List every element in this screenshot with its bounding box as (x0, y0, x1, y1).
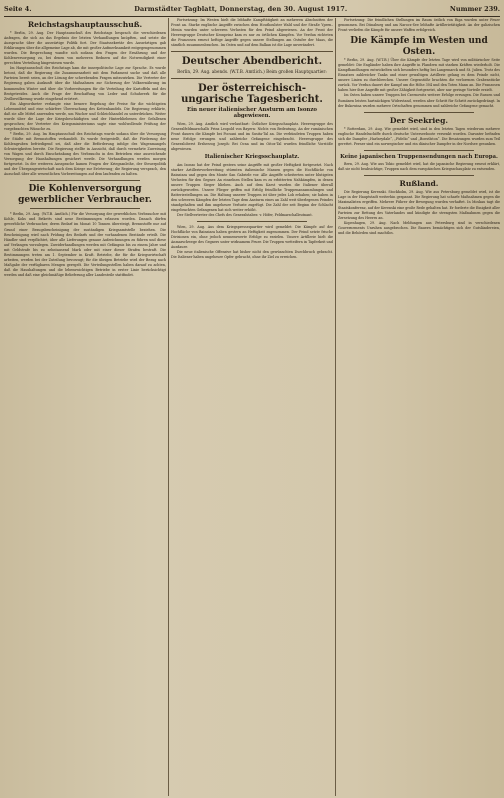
article-paragraph: * Rotterdam, 29. Aug. Wie gemeldet wird, sind in den letzten Tagen wiederum mehrere englische Handelsschiffe durch deutsche Unterseeboote versenkt worden. Darunter befinden sich die Dampfer „Harlseydale“, „Fidelio“ und „Bonvilston“. Die Besatzungen wurden zum Teil gerettet. Ferner sind ein norwegischer und ein dänischer Dampfer in der Nordsee gesunken. (338, 126, 500, 146)
article-paragraph: Die Regierung Kerenski. Stockholm, 29. Aug. Wie aus Petersburg gemeldet wird, ist die Lage in der Hauptstadt weiterhin gespannt. Die Regierung hat scharfe Maßnahmen gegen die Maximalisten ergriffen. Mehrere Führer der Bewegung wurden verhaftet. In Moskau tagt die Staatskonferenz, auf der Kerenski eine große Rede gehalten hat. Er forderte die Einigkeit aller Parteien zur Rettung des Vaterlandes und kündigte die strengsten Maßnahmen gegen die Zersetzung des Heeres an. (338, 190, 500, 220)
article-paragraph: * Berlin, 29. Aug. (W.T.B.) Über die Kämpfe der letzten Tage wird von militärischer Seite gemeldet: Die Engländer haben ihre Angriffe in Flandern mit starken Kräften wiederholt. Die Kampfhandlungen entwickelten sich besonders heftig bei Langemarck und St. Julien. Trotz des Einsatzes zahlreicher Tanks und einer gewaltigen Artillerie gelang es dem Feinde nicht, unsere Linien zu durchbrechen. Unsere Gegenstöße brachten die verlorenen Grabenstücke zurück. Vor Verdun dauert der Kampf um die Höhe 304 und den Toten Mann an. Die Franzosen haben hier ihre Angriffe mit großer Zähigkeit fortgesetzt, aber nur geringe Vorteile erzielt. (338, 58, 500, 93)
article-paragraph: Im Osten haben unsere Truppen bei Czernowitz weitere Erfolge errungen. Die Russen und Rumänen leisten hartnäckigen Widerstand, werden aber Schritt für Schritt zurückgedrängt. In der Bukowina wurden mehrere Ortschaften genommen und zahlreiche Gefangene gemacht. (338, 93, 500, 108)
column-1 (4, 18, 166, 796)
issue-number: Nummer 239. (449, 5, 500, 13)
separator (30, 208, 140, 209)
article-paragraph: Wien, 29. Aug. Amtlich wird verlautbart: Östlicher Kriegsschauplatz. Heeresgruppe des Generalfeldmarschalls Prinz Leopold von Bayern: Nichts von Bedeutung. An der rumänischen Front dauern die Kämpfe bei Focsani und im Susita-Tal an. Die verbündeten Truppen haben neue Erfolge errungen und zahlreiche Gefangene eingebracht. Heeresgruppe des Generaloberst Erzherzog Joseph: Bei Ocna und im Oitoz-Tal wurden feindliche Vorstöße abgewiesen. (171, 121, 333, 152)
separator (30, 180, 140, 181)
section-heading: Italienischer Kriegsschauplatz. (204, 154, 300, 161)
article-paragraph: Fortsetzung: Die feindlichen Stellungen im Raum östlich von Riga wurden unter Feuer genommen. Bei Dünaburg und am Narocz-See lebhafte Artillerietätigkeit. An der galizischen Front verliefen die Kämpfe für unsere Waffen erfolgreich. (338, 18, 500, 33)
column-3 (338, 18, 500, 796)
separator (171, 78, 333, 79)
article-subheading: Keine japanischen Truppensendungen nach Europa. (340, 153, 498, 160)
separator (197, 221, 307, 222)
article-heading: Deutscher Abendbericht. (181, 56, 323, 68)
article-paragraph: Bern, 29. Aug. Wie aus Tokio gemeldet wird, hat die japanische Regierung erneut erklärt, daß sie nicht beabsichtige, Truppen nach dem europäischen Kriegsschauplatz zu entsenden. (338, 162, 500, 172)
article-paragraph: * Berlin, 29. Aug. Im Hauptausschuß des Reichstags wurde sodann über die Versorgung der Städte mit Brennstoffen verhandelt. Es wurde festgestellt, daß die Förderung der Kohlengruben befriedigend sei, daß aber die Beförderung infolge des Wagenmangels Schwierigkeiten bereite. Die Regierung stellte in Aussicht, daß durch vermehrte Zuweisung von Wagen und durch Einschränkung des Verbrauchs in den Betrieben eine ausreichende Versorgung der Haushaltungen gesichert werde. Die Verhandlungen werden morgen fortgesetzt. In der weiteren Aussprache kamen Fragen der Kriegsanleihe, der Steuerpolitik und der Übergangswirtschaft nach dem Kriege zur Erörterung; die Regierung versprach, den Ausschuß über alle wesentlichen Vorbereitungen auf dem laufenden zu halten. (4, 131, 166, 177)
separator (171, 51, 333, 52)
separator (364, 175, 474, 176)
article-paragraph: Der Stellvertreter des Chefs des Generalstabes: v. Höfer, Feldmarschalleutnant. (177, 213, 313, 218)
article-heading: Die Kohlenversorgung gewerblicher Verbraucher. (18, 184, 152, 205)
article-paragraph: Ein Abgeordneter verlangte eine bessere Regelung der Preise für die wichtigsten Lebensmittel und eine schärfere Überwachung des Kettenhandels. Die Regierung erklärte, daß sie alle Mittel anwenden werde, um Wucher und Schleichhandel zu unterdrücken. Weiter wurde über die Lage der Kriegsbeschädigten und der Hinterbliebenen der Gefallenen gesprochen; der Vertreter des Kriegsministeriums sagte eine wohlwollende Prüfung der vorgebrachten Wünsche zu. (4, 101, 166, 131)
separator (364, 150, 474, 151)
page-header (4, 2, 500, 17)
article-paragraph: Am Isonzo hat der Feind gestern seine Angriffe mit großer Heftigkeit fortgesetzt. Nach starker Artillerievorbereitung stürmten italienische Massen gegen die Hochfläche von Bainsizza und gegen den Monte San Gabriele vor. Alle Angriffe scheiterten unter blutigsten Verlusten für den Gegner. An einzelnen Stellen kam es zu erbitterten Nahkämpfen, in denen unsere Truppen Sieger blieben. Auch auf dem Karst wurden die Italiener überall zurückgeworfen. Unsere Flieger griffen mit Erfolg feindliche Truppenansammlungen und Batteriestellungen an. Die Haltung unserer Truppen ist über jedes Lob erhaben; sie haben in den schweren Kämpfen der letzten Tage dem Ansturm eines an Zahl weit überlegenen Feindes standgehalten und ihm ungeheure Verluste zugefügt. Die Zahl der seit Beginn der Schlacht eingebrachten Gefangenen hat sich weiter erhöht. (171, 162, 333, 212)
article-heading: Rußland. (399, 179, 439, 189)
article-paragraph: * Berlin, 29. Aug. Der Hauptausschuß des Reichstags besprach die verschiedenen Anfragen, die sich an das Ergebnis der letzten Verhandlungen knüpften, und setzte die Aussprache über die auswärtige Politik fort. Der Staatssekretär des Auswärtigen gab Erklärungen über die allgemeine Lage ab, die mit großer Aufmerksamkeit entgegengenommen wurden. Die Besprechung wandte sich sodann den Fragen der Ernährung und der Kohlenversorgung zu, bei denen von mehreren Rednern auf die Notwendigkeit einer gerechten Verteilung hingewiesen wurde. (4, 31, 166, 66)
column-divider (335, 18, 336, 796)
separator (364, 112, 474, 113)
article-paragraph: Kopenhagen, 29. Aug. Nach Meldungen aus Petersburg sind in verschiedenen Gouvernements Unruhen ausgebrochen. Die Bauern bemächtigen sich der Gutsländereien, und die Behörden sind machtlos. (338, 220, 500, 235)
page-number: Seite 4. (4, 5, 32, 13)
newspaper-title: Darmstädter Tagblatt, Donnerstag, den 30. August 1917. (134, 5, 348, 13)
article-paragraph: Wien, 29. Aug. Aus dem Kriegspressequartier wird gemeldet: Die Kämpfe auf der Hochfläche von Bainsizza haben gestern an Heftigkeit zugenommen. Der Feind setzte frische Divisionen ein, ohne jedoch nennenswerte Erfolge zu erzielen. Unsere Artillerie hielt die Anmarschwege des Gegners unter wirksamem Feuer. Die Truppen wetteifern in Tapferkeit und Ausdauer. (171, 225, 333, 250)
column-2 (171, 18, 333, 796)
dateline: Berlin, 29. Aug. abends. (W.T.B. Amtlich.) Beim großen Hauptquartier: (177, 69, 327, 75)
article-paragraph: * Berlin, 29. Aug. (W.T.B. Amtlich.) Für die Versorgung der gewerblichen Verbraucher mit Kohle, Koks und Briketts sind neue Bestimmungen erlassen worden. Danach dürfen gewerbliche Verbraucher, deren Bedarf im Monat 10 Tonnen übersteigt, Brennstoffe nur auf Grund einer Bezugsbescheinigung der zuständigen Kriegsamtstelle beziehen. Die Bescheinigung wird nach Prüfung des Bedarfs und der vorhandenen Bestände erteilt. Die Händler sind verpflichtet, über alle Lieferungen genaue Aufzeichnungen zu führen und diese auf Verlangen vorzulegen. Zuwiderhandlungen werden mit Gefängnis bis zu einem Jahre und mit Geldstrafe bis zu zehntausend Mark oder mit einer dieser Strafen bestraft. Die Bestimmungen treten am 1. September in Kraft. Betriebe, die für die Kriegswirtschaft arbeiten, werden bei der Zuteilung bevorzugt; für die übrigen Betriebe wird der Bezug nach Maßgabe der verfügbaren Mengen geregelt. Die Verteilungsstellen haben darauf zu achten, daß die Haushaltungen und die lebenswichtigen Betriebe in erster Linie berücksichtigt werden und daß eine gleichmäßige Belieferung aller Landesteile stattfindet. (4, 212, 166, 277)
article-heading: Die Kämpfe im Westen und Osten. (350, 36, 488, 57)
article-paragraph: Fortsetzung: Im Westen hielt die lebhafte Kampftätigkeit an mehreren Abschnitten der Front an. Starke englische Angriffe zwischen dem Houthoulster Wald und der Straße Ypern–Menin wurden unter schweren Verlusten für den Feind abgewiesen. An der Front der Heeresgruppe Deutscher Kronprinz kam es nur zu örtlichen Kämpfen. Vor Verdun richteten die Franzosen erneut heftige Angriffe gegen unsere Stellungen am Ostufer der Maas, die sämtlich zusammenbrachen. Im Osten und auf dem Balkan ist die Lage unverändert. (171, 18, 333, 48)
column-divider (168, 18, 169, 796)
article-paragraph: Im Hauptausschuß des Reichstags kam die innerpolitische Lage zur Sprache. Es wurde betont, daß die Regierung die Zusammenarbeit mit dem Parlament suche und daß alle Parteien bereit seien, an der Lösung der schwebenden Fragen mitzuwirken. Die Vertreter der Regierung gaben Auskunft über die Maßnahmen zur Sicherung der Volksernährung im kommenden Winter und über die Vorbereitungen für die Verteilung der Kartoffeln und des Brotgetreides. Auch die Frage der Beschaffung von Leder und Schuhwerk für die Zivilbevölkerung wurde eingehend erörtert. (4, 66, 166, 101)
article-heading: Reichstagshauptausschuß. (27, 20, 143, 29)
article-subheading: Ein neuer italienischer Ansturm am Isonzo abgewiesen. (186, 106, 318, 120)
article-heading: Der Seekrieg. (389, 115, 449, 125)
article-paragraph: Die neue italienische Offensive hat bisher nicht den gewünschten Durchbruch gebracht. Die Italiener haben ungeheure Opfer gebracht, ohne ihr Ziel zu erreichen. (171, 250, 333, 260)
article-heading: Der österreichisch-ungarische Tagesbericht. (181, 82, 323, 105)
